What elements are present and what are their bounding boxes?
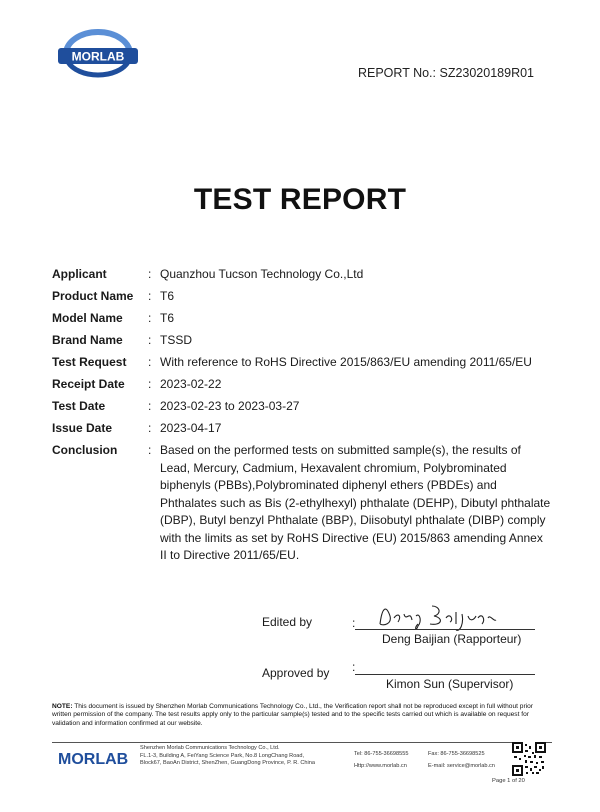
edited-by-label: Edited by [262, 615, 313, 629]
footer-contact-2 [428, 748, 495, 772]
field-issue-date [52, 420, 552, 436]
field-value: T6 [160, 289, 175, 303]
footer-fax: Fax: 86-755-36698525 [428, 751, 485, 757]
approved-by-label: Approved by [262, 666, 330, 680]
field-label: Test Request [52, 355, 127, 369]
field-label: Issue Date [52, 421, 113, 435]
field-value: T6 [160, 311, 175, 325]
field-value: 2023-02-22 [160, 377, 222, 391]
field-value: Based on the performed tests on submitted sample(s), the results of Lead, Mercury, Cadmium, Hexavalent chromium, Polybrominated biphenyls (PBBs),Polybrominated diphenyl ethers (PBDEs) and Phthalates such as Bis (2-ethylhexyl) phthalate (DEHP), Dibutyl phthalate (DBP), Butyl benzyl Phthalate (BBP), Diisobutyl phthalate (DIBP) comply with the limits as set by RoHS Directive (EU) 2015/863 amending Annex II to Directive 2011/65/EU. [160, 443, 551, 562]
footer-morlab-logo [58, 748, 132, 768]
field-label: Conclusion [52, 443, 118, 457]
report-fields [52, 266, 552, 571]
field-colon: : [148, 311, 152, 325]
note-text: This document is issued by Shenzhen Morlab Communications Technology Co., Ltd., the Verification report shall not be reproduced except in full without prior written permission of the company. The test results apply only to the particular sample(s) tested and to the specific tests carried out which is available on request for validation and information confirmed at our website. [52, 703, 533, 727]
address-line: Shenzhen Morlab Communications Technology Co., Ltd. [140, 745, 280, 751]
field-colon: : [148, 355, 152, 369]
morlab-logo [56, 28, 140, 82]
field-colon: : [148, 377, 152, 391]
approved-signature-line [355, 674, 535, 675]
field-test-date [52, 398, 552, 414]
field-conclusion [52, 442, 552, 565]
approved-by-colon: : [352, 660, 356, 674]
legal-note [52, 703, 552, 728]
edited-by-colon: : [352, 616, 356, 630]
field-label: Product Name [52, 289, 134, 303]
editor-name: Deng Baijian (Rapporteur) [382, 632, 522, 646]
field-brand-name [52, 332, 552, 348]
field-label: Model Name [52, 311, 123, 325]
footer-tel: Tel: 86-755-36698555 [354, 751, 409, 757]
edited-signature-line [355, 629, 535, 630]
field-value: TSSD [160, 333, 193, 347]
field-value: Quanzhou Tucson Technology Co.,Ltd [160, 267, 364, 281]
report-number: REPORT No.: SZ23020189R01 [357, 66, 534, 80]
field-label: Applicant [52, 267, 107, 281]
field-colon: : [148, 421, 152, 435]
approver-name: Kimon Sun (Supervisor) [386, 677, 514, 691]
field-label: Brand Name [52, 333, 123, 347]
field-colon: : [148, 267, 152, 281]
footer-divider [52, 742, 552, 743]
field-product-name [52, 288, 552, 304]
field-test-request [52, 354, 552, 370]
field-label: Test Date [52, 399, 106, 413]
field-colon: : [148, 333, 152, 347]
logo-text: MORLAB [71, 49, 125, 64]
footer-logo-text: MORLAB [58, 751, 129, 768]
footer-email[interactable]: E-mail: service@morlab.cn [428, 763, 495, 769]
field-receipt-date [52, 376, 552, 392]
qr-code-icon [512, 742, 546, 776]
field-colon: : [148, 289, 152, 303]
field-model-name [52, 310, 552, 326]
footer-http[interactable]: Http://www.morlab.cn [354, 763, 407, 769]
field-value: With reference to RoHS Directive 2015/863/EU amending 2011/65/EU [160, 355, 532, 369]
note-prefix: NOTE: [52, 703, 73, 710]
field-applicant [52, 266, 552, 282]
field-colon: : [148, 443, 152, 457]
field-label: Receipt Date [52, 377, 125, 391]
address-line: FL.1-3, Building A, FeiYang Science Park, No.8 LongChang Road, [140, 752, 305, 759]
field-value: 2023-04-17 [160, 421, 222, 435]
footer-contact [354, 748, 408, 772]
address-line: Block67, BaoAn District, ShenZhen, GuangDong Province, P. R. China [140, 760, 315, 767]
field-value: 2023-02-23 to 2023-03-27 [160, 399, 300, 413]
page-title: TEST REPORT [193, 183, 407, 216]
footer-address [140, 745, 350, 768]
handwritten-signature [370, 596, 500, 636]
page-number: Page 1 of 20 [492, 778, 525, 784]
field-colon: : [148, 399, 152, 413]
